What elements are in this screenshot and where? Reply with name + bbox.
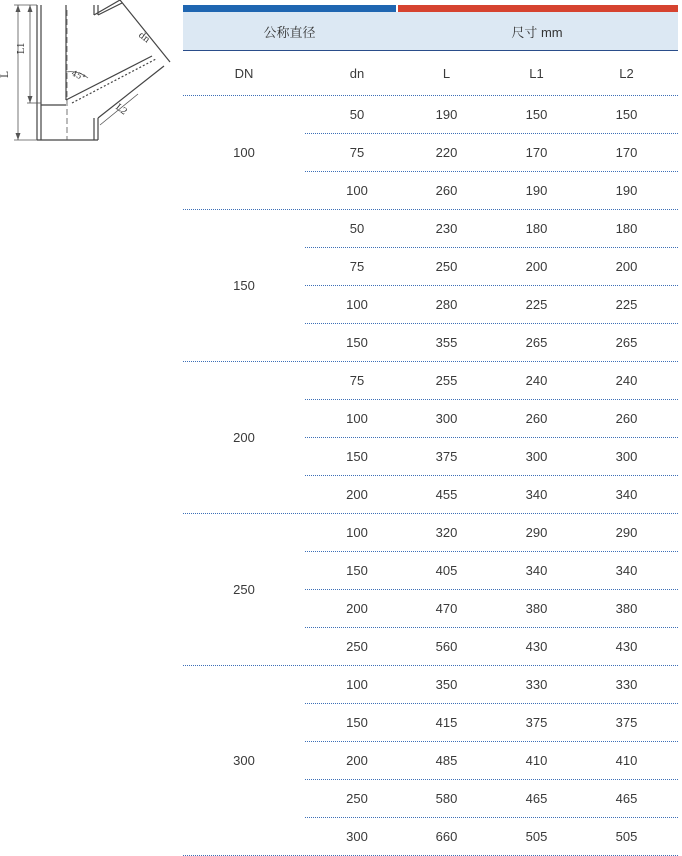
- header-nominal-diameter: 公称直径: [263, 24, 316, 40]
- cell-L1: 410: [525, 753, 548, 768]
- y-branch-drawing: [0, 0, 180, 150]
- table-body: [183, 96, 678, 856]
- cell-L: 250: [435, 259, 458, 274]
- table-row: [305, 96, 678, 134]
- cell-dn: 300: [346, 829, 368, 844]
- cell-L2: 380: [615, 601, 638, 616]
- cell-L: 220: [435, 145, 458, 160]
- cell-L: 660: [435, 829, 458, 844]
- cell-L1: 330: [525, 677, 548, 692]
- cell-L: 320: [435, 525, 458, 540]
- cell-dn: 100: [346, 183, 368, 198]
- cell-L1: 505: [525, 829, 548, 844]
- cell-L2: 190: [615, 183, 638, 198]
- cell-L2: 340: [615, 563, 638, 578]
- table-row: [305, 324, 678, 361]
- cell-L1: 465: [525, 791, 548, 806]
- cell-L: 485: [435, 753, 458, 768]
- top-bar-red: [398, 5, 678, 12]
- cell-dn: 100: [346, 677, 368, 692]
- cell-L2: 225: [615, 297, 638, 312]
- cell-dn: 50: [349, 107, 365, 122]
- top-bar-blue: [183, 5, 396, 12]
- table-group: [183, 210, 678, 362]
- cell-DN: 150: [233, 278, 255, 293]
- cell-L2: 200: [615, 259, 638, 274]
- cell-L1: 200: [525, 259, 548, 274]
- cell-L1: 300: [525, 449, 548, 464]
- cell-L: 580: [435, 791, 458, 806]
- group-rows: [305, 210, 678, 361]
- cell-dn: 250: [346, 639, 368, 654]
- cell-dn: 100: [346, 411, 368, 426]
- cell-L2: 375: [615, 715, 638, 730]
- cell-dn: 50: [349, 221, 365, 236]
- cell-L: 405: [435, 563, 458, 578]
- cell-L1: 190: [525, 183, 548, 198]
- cell-L: 190: [435, 107, 458, 122]
- group-rows: [305, 514, 678, 665]
- table-row: [305, 552, 678, 590]
- cell-L: 260: [435, 183, 458, 198]
- cell-L2: 505: [615, 829, 638, 844]
- table-row: [305, 248, 678, 286]
- cell-L1: 180: [525, 221, 548, 236]
- table-row: [305, 780, 678, 818]
- cell-L2: 265: [615, 335, 638, 350]
- cell-L2: 240: [615, 373, 638, 388]
- cell-L1: 375: [525, 715, 548, 730]
- table-group: [183, 514, 678, 666]
- group-rows: [305, 666, 678, 855]
- cell-L: 560: [435, 639, 458, 654]
- cell-dn: 200: [346, 753, 368, 768]
- header-dimensions: 尺寸 mm: [511, 24, 563, 40]
- cell-L2: 410: [615, 753, 638, 768]
- dim-L1-label: L1: [17, 42, 27, 54]
- dim-L2-label: L2: [113, 102, 129, 118]
- table-row: [305, 286, 678, 324]
- table-row: [305, 438, 678, 476]
- table-row: [305, 514, 678, 552]
- cell-dn: 200: [346, 487, 368, 502]
- cell-dn: 100: [346, 297, 368, 312]
- table-row: [305, 476, 678, 513]
- cell-L2: 300: [615, 449, 638, 464]
- cell-L: 415: [435, 715, 458, 730]
- cell-dn: 75: [349, 259, 365, 274]
- cell-dn: 150: [346, 335, 368, 350]
- cell-L1: 380: [525, 601, 548, 616]
- cell-L: 455: [435, 487, 458, 502]
- cell-dn: 250: [346, 791, 368, 806]
- cell-L1: 240: [525, 373, 548, 388]
- cell-L2: 465: [615, 791, 638, 806]
- cell-L: 470: [435, 601, 458, 616]
- group-rows: [305, 362, 678, 513]
- table-group: [183, 96, 678, 210]
- cell-L2: 150: [615, 107, 638, 122]
- table-row: [305, 400, 678, 438]
- table-group: [183, 666, 678, 856]
- column-header-L1: L1: [529, 65, 544, 81]
- cell-dn: 150: [346, 449, 368, 464]
- table-row: [305, 666, 678, 704]
- cell-DN: 250: [233, 582, 255, 597]
- table-row: [305, 362, 678, 400]
- table-top-bar: [183, 5, 678, 12]
- cell-dn: 150: [346, 715, 368, 730]
- cell-dn: 75: [349, 373, 365, 388]
- cell-L1: 430: [525, 639, 548, 654]
- group-rows: [305, 96, 678, 209]
- column-header-L: L: [442, 65, 451, 81]
- table-row: [305, 628, 678, 665]
- cell-L: 375: [435, 449, 458, 464]
- cell-L2: 180: [615, 221, 638, 236]
- table-row: [305, 704, 678, 742]
- table-row: [305, 172, 678, 209]
- cell-L: 280: [435, 297, 458, 312]
- cell-L2: 260: [615, 411, 638, 426]
- cell-L2: 330: [615, 677, 638, 692]
- cell-L: 300: [435, 411, 458, 426]
- column-header-L2: L2: [619, 65, 634, 81]
- cell-dn: 150: [346, 563, 368, 578]
- cell-L: 350: [435, 677, 458, 692]
- column-header-DN: DN: [234, 65, 254, 81]
- cell-L2: 170: [615, 145, 638, 160]
- cell-L: 255: [435, 373, 458, 388]
- cell-DN: 300: [233, 753, 255, 768]
- cell-dn: 100: [346, 525, 368, 540]
- cell-L1: 225: [525, 297, 548, 312]
- cell-L1: 340: [525, 487, 548, 502]
- cell-L2: 430: [615, 639, 638, 654]
- cell-DN: 100: [233, 145, 255, 160]
- cell-dn: 75: [349, 145, 365, 160]
- angle-label: 45°: [70, 68, 87, 83]
- cell-L2: 340: [615, 487, 638, 502]
- table-row: [305, 210, 678, 248]
- dimensions-table: [183, 5, 678, 856]
- table-row: [305, 134, 678, 172]
- cell-L: 230: [435, 221, 458, 236]
- table-header: [183, 12, 678, 51]
- cell-L2: 290: [615, 525, 638, 540]
- cell-L1: 150: [525, 107, 548, 122]
- table-row: [305, 742, 678, 780]
- cell-dn: 200: [346, 601, 368, 616]
- table-row: [305, 590, 678, 628]
- cell-L1: 290: [525, 525, 548, 540]
- column-headers: [183, 51, 678, 96]
- cell-L1: 260: [525, 411, 548, 426]
- cell-L1: 265: [525, 335, 548, 350]
- table-group: [183, 362, 678, 514]
- cell-L1: 170: [525, 145, 548, 160]
- y-branch-diagram: [0, 0, 180, 150]
- cell-L: 355: [435, 335, 458, 350]
- table-row: [305, 818, 678, 855]
- dim-L-label: L: [0, 71, 11, 78]
- column-header-dn: dn: [349, 65, 365, 81]
- cell-DN: 200: [233, 430, 255, 445]
- dim-dn-label: dn: [136, 30, 152, 46]
- cell-L1: 340: [525, 563, 548, 578]
